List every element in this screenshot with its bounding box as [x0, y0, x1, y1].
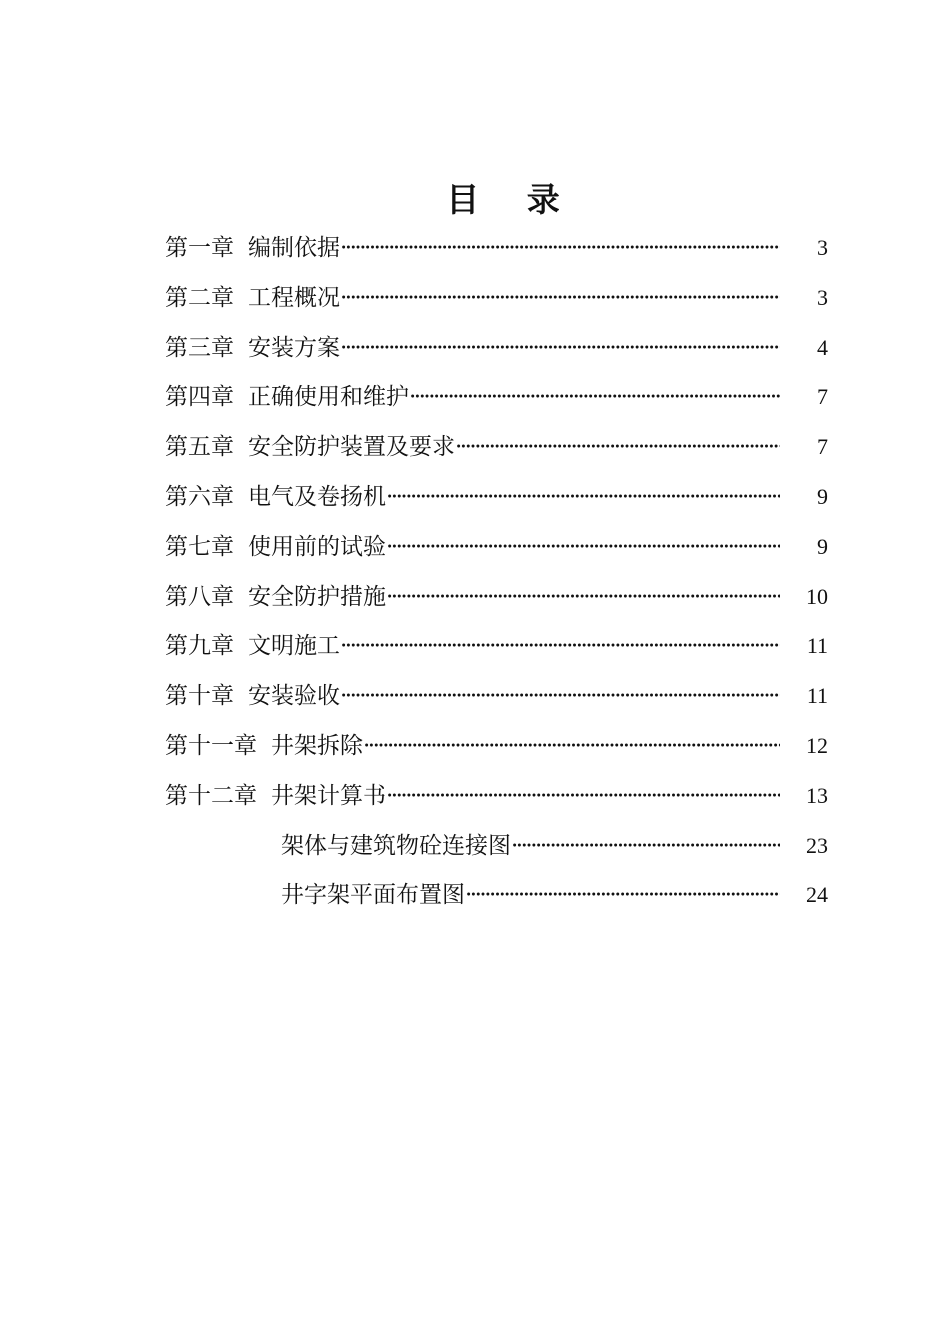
- toc-entry[interactable]: [165, 671, 828, 721]
- toc-chapter-number: 第一章: [165, 235, 234, 261]
- toc-chapter-title: 安装方案: [248, 334, 340, 361]
- toc-chapter-title: 文明施工: [248, 633, 340, 660]
- toc-chapter-title: 安全防护装置及要求: [248, 434, 455, 461]
- toc-chapter-number: 第十一章: [165, 733, 257, 759]
- toc-dot-leader: [386, 572, 780, 622]
- toc-page-number: 9: [817, 484, 828, 509]
- toc-dot-leader: [511, 821, 780, 871]
- toc-entry[interactable]: [281, 821, 828, 871]
- toc-page-number: 13: [806, 782, 828, 808]
- toc-dot-leader: [386, 771, 780, 821]
- toc-page-number: 7: [817, 384, 828, 410]
- toc-dot-leader: [386, 472, 780, 522]
- toc-dot-leader: [340, 323, 780, 373]
- toc-entry[interactable]: [165, 472, 828, 522]
- toc-dot-leader: [455, 422, 780, 472]
- toc-chapter-title: 安全防护措施: [248, 583, 386, 610]
- toc-dot-leader: [465, 870, 780, 920]
- toc-chapter-number: 第五章: [165, 434, 234, 461]
- toc-page-number: 12: [806, 733, 828, 758]
- toc-chapter-title: 使用前的试验: [248, 533, 386, 560]
- toc-chapter-title: 编制依据: [248, 235, 340, 261]
- toc-chapter-number: 第四章: [165, 384, 234, 411]
- toc-page-number: 9: [817, 533, 828, 559]
- toc-page-number: 10: [806, 583, 828, 609]
- toc-chapter-title: 正确使用和维护: [248, 384, 409, 411]
- toc-page-number: 7: [817, 434, 828, 460]
- toc-dot-leader: [386, 522, 780, 572]
- toc-page-number: 24: [806, 882, 828, 908]
- toc-dot-leader: [340, 223, 780, 273]
- toc-page-number: 3: [817, 235, 828, 260]
- toc-entry[interactable]: [165, 422, 828, 472]
- toc-page-number: 3: [817, 284, 828, 310]
- toc-dot-leader: [363, 721, 780, 771]
- toc-chapter-title: 架体与建筑物砼连接图: [281, 832, 511, 859]
- toc-entry[interactable]: [281, 870, 828, 920]
- toc-chapter-title: 安装验收: [248, 683, 340, 710]
- toc-page-number: 11: [806, 683, 828, 709]
- toc-chapter-number: 第七章: [165, 533, 234, 560]
- toc-entry[interactable]: [165, 372, 828, 422]
- toc-chapter-number: 第九章: [165, 633, 234, 660]
- toc-chapter-title: 工程概况: [248, 284, 340, 311]
- toc-entry[interactable]: [165, 223, 828, 273]
- toc-dot-leader: [340, 621, 780, 671]
- toc-page-number: 11: [806, 633, 828, 659]
- toc-chapter-number: 第三章: [165, 334, 234, 361]
- toc-chapter-number: 第六章: [165, 484, 234, 510]
- toc-chapter-title: 井架拆除: [271, 733, 363, 759]
- toc-dot-leader: [409, 372, 780, 422]
- toc-entry[interactable]: [165, 323, 828, 373]
- toc-chapter-number: 第十二章: [165, 782, 257, 809]
- toc-dot-leader: [340, 671, 780, 721]
- toc-dot-leader: [340, 273, 780, 323]
- toc-entry[interactable]: [165, 273, 828, 323]
- toc-entry[interactable]: [165, 771, 828, 821]
- toc-chapter-title: 井架计算书: [271, 782, 386, 809]
- toc-chapter-number: 第二章: [165, 284, 234, 311]
- toc-page-number: 23: [806, 832, 828, 858]
- toc-title: 目 录: [446, 180, 578, 219]
- toc-chapter-title: 井字架平面布置图: [281, 882, 465, 909]
- toc-chapter-number: 第十章: [165, 683, 234, 710]
- toc-entry[interactable]: [165, 721, 828, 771]
- toc-chapter-number: 第八章: [165, 583, 234, 610]
- toc-entry[interactable]: [165, 621, 828, 671]
- toc-entry[interactable]: [165, 572, 828, 622]
- toc-page-number: 4: [817, 334, 828, 360]
- toc-chapter-title: 电气及卷扬机: [248, 484, 386, 510]
- toc-entry[interactable]: [165, 522, 828, 572]
